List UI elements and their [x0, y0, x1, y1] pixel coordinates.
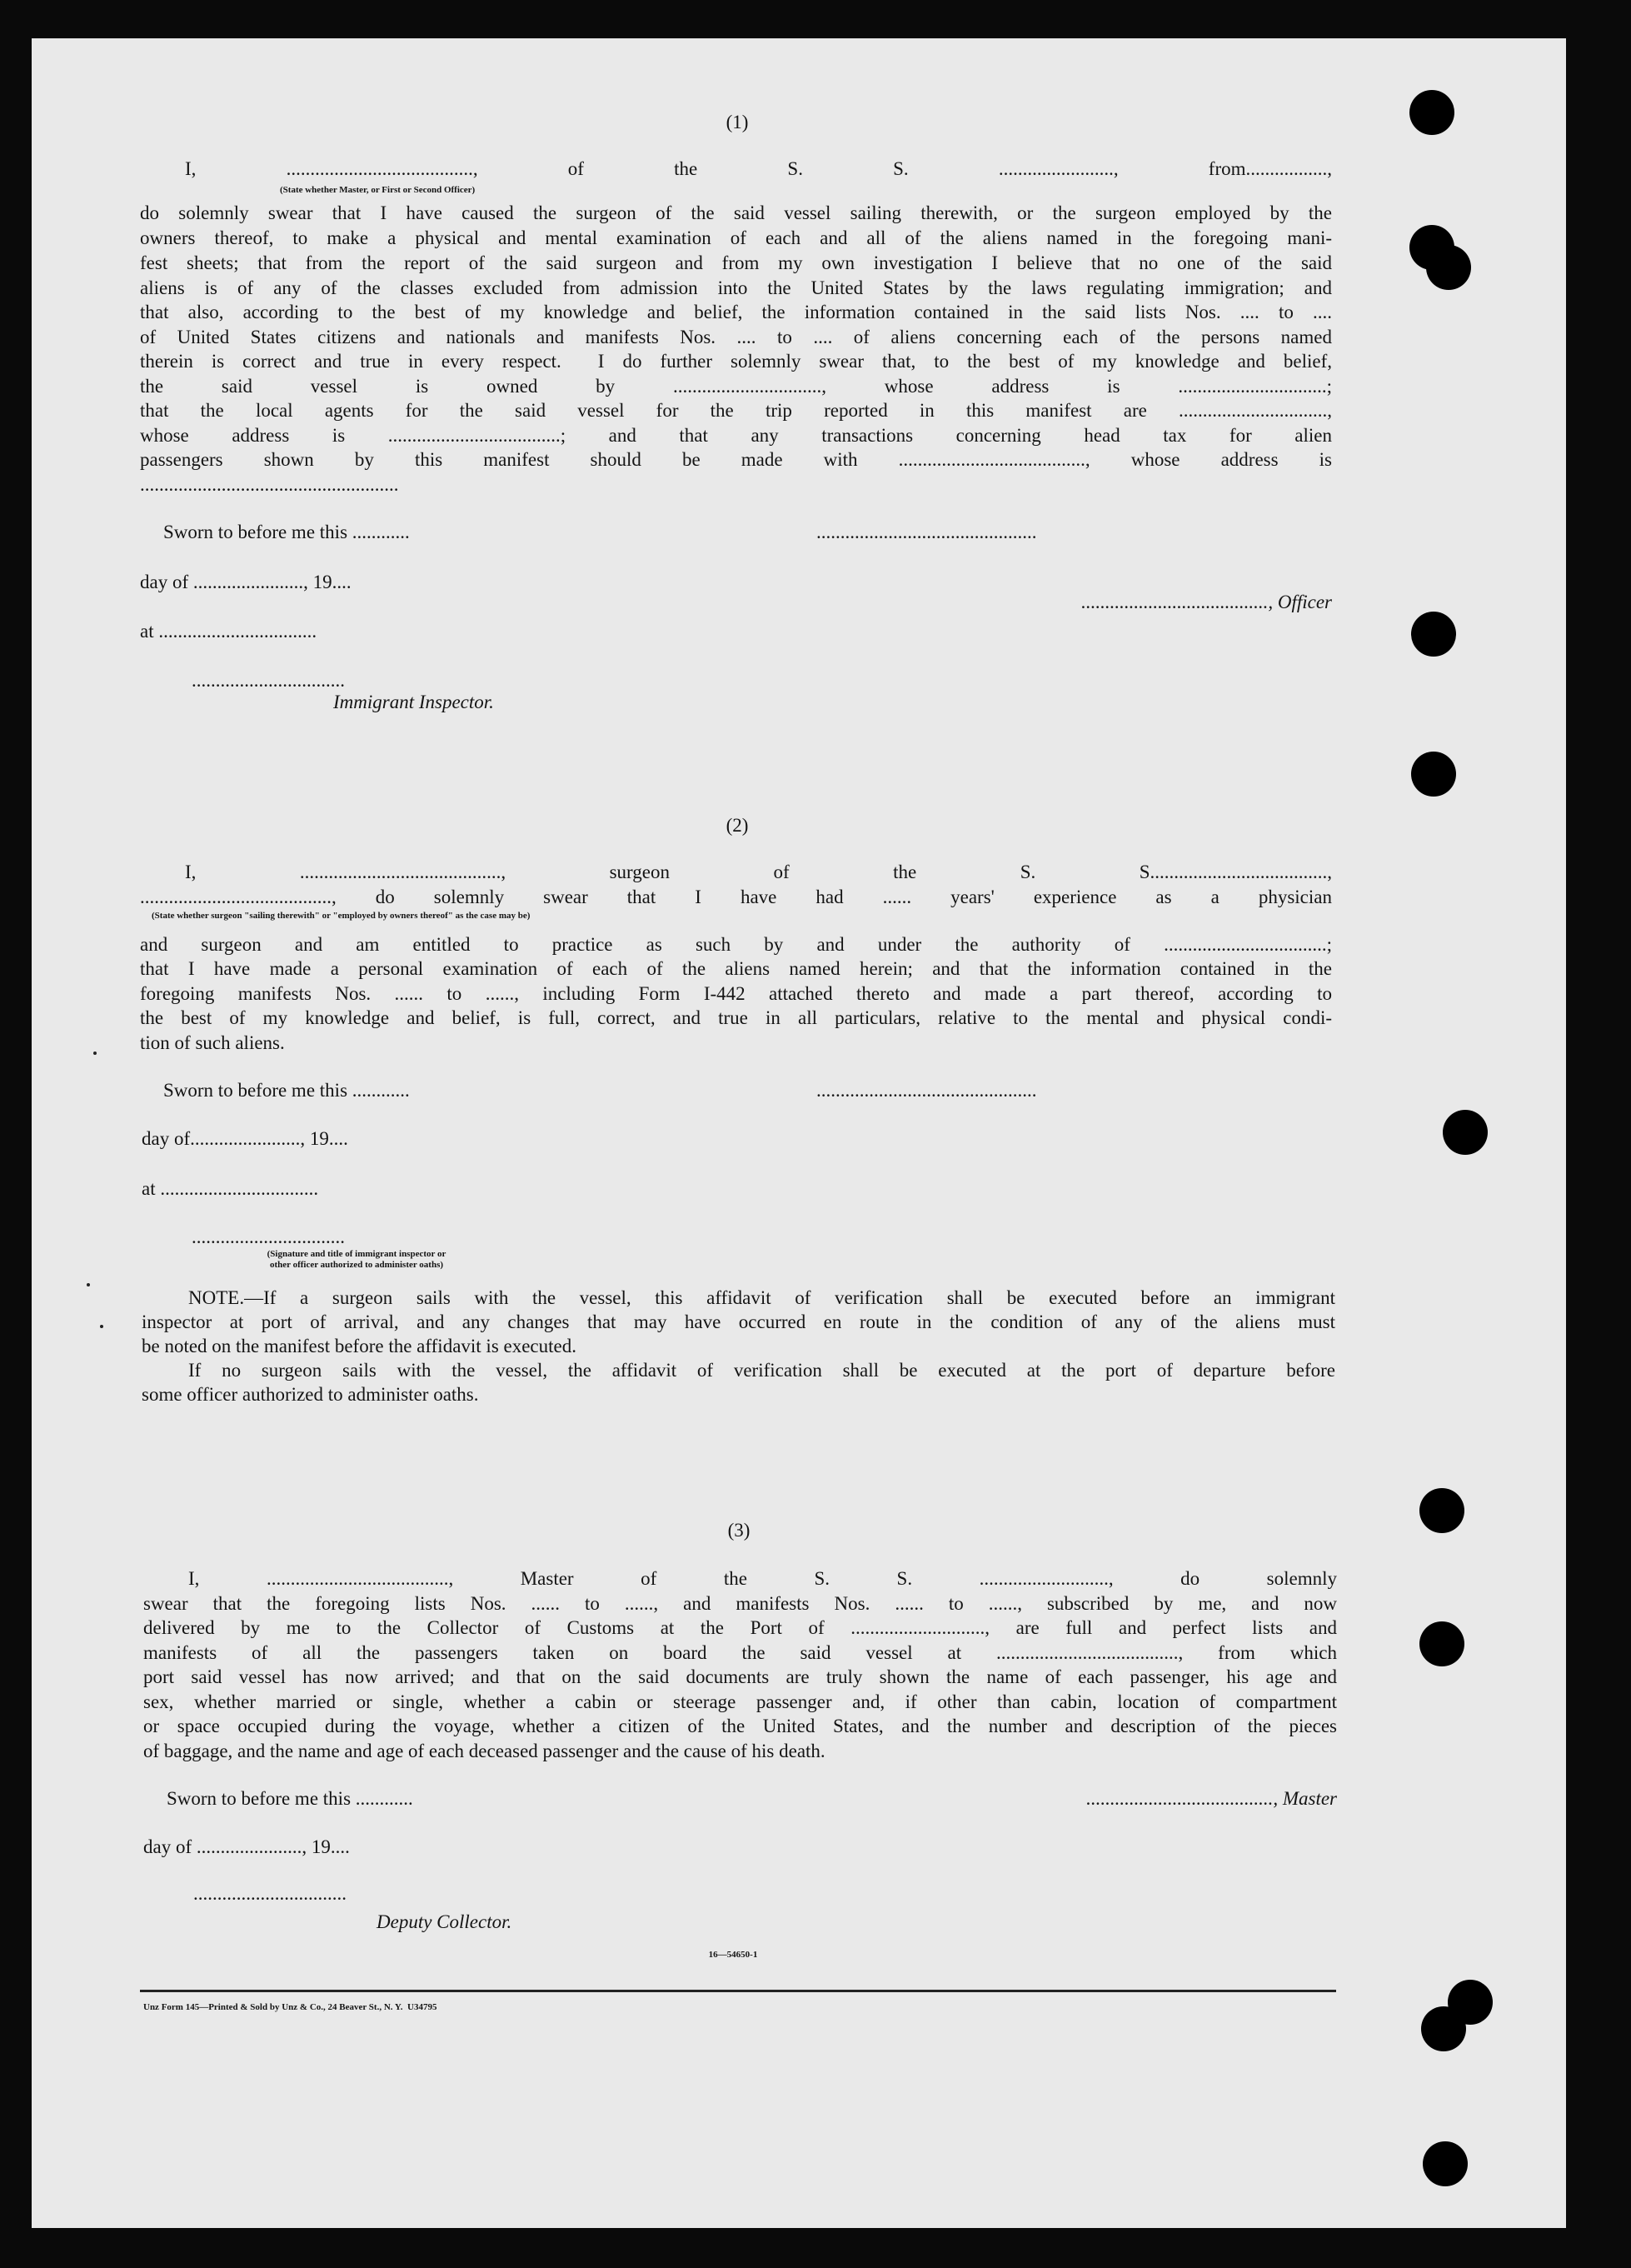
- section-1-first-line: I, ......................................., of the S. S. ........................, from.................,: [185, 158, 1332, 179]
- speck: [100, 1325, 103, 1328]
- section-3-master-line: ......................................., Master: [1086, 1788, 1337, 1809]
- section-2-signature-line: ..............................................: [816, 1080, 1037, 1101]
- footer-rule: [140, 1990, 1336, 1992]
- punch-hole: [1423, 2141, 1468, 2186]
- speck: [93, 1052, 97, 1055]
- section-1-day-line: day of ......................., 19....: [140, 572, 352, 592]
- section-1-inspector-line: ................................: [192, 670, 345, 691]
- punch-hole: [1411, 752, 1456, 797]
- section-3-deputy-label: Deputy Collector.: [377, 1911, 512, 1932]
- section-2-officer-note: other officer authorized to administer oaths): [269, 1260, 444, 1270]
- section-1-inspector-label: Immigrant Inspector.: [333, 692, 494, 712]
- section-3-number: (3): [727, 1520, 751, 1541]
- punch-hole: [1411, 612, 1456, 657]
- section-2-second-line: ........................................, do solemnly swear that I have had ...... years' experience as a physician: [140, 887, 1332, 907]
- section-2-day-line: day of......................., 19....: [142, 1128, 348, 1149]
- section-1-officer-line: ......................................., Officer: [1081, 592, 1332, 612]
- section-1-signature-line: ..............................................: [816, 522, 1037, 542]
- section-1-at-line: at .................................: [140, 621, 317, 642]
- section-1-sworn-line: Sworn to before me this ............: [163, 522, 410, 542]
- section-1-number: (1): [726, 112, 749, 132]
- punch-hole: [1419, 1488, 1464, 1533]
- section-2-first-line: I, .........................................., surgeon of the S. S.....................................,: [185, 862, 1332, 882]
- form-code: 16—54650-1: [708, 1950, 758, 1960]
- punch-hole: [1419, 1621, 1464, 1666]
- section-2-at-line: at .................................: [142, 1178, 319, 1199]
- punch-hole: [1426, 245, 1471, 290]
- section-2-officer-signature-line: ................................: [192, 1226, 345, 1247]
- section-2-second-line-note: (State whether surgeon "sailing therewith" or "employed by owners thereof" as the case may be): [152, 911, 531, 921]
- section-3-deputy-signature-line: ................................: [193, 1883, 347, 1904]
- section-2-sworn-line: Sworn to before me this ............: [163, 1080, 410, 1101]
- punch-hole: [1409, 90, 1454, 135]
- punch-hole: [1421, 2006, 1466, 2051]
- section-3-sworn-line: Sworn to before me this ............: [167, 1788, 413, 1809]
- footer-printer-line: Unz Form 145—Printed & Sold by Unz & Co., 24 Beaver St., N. Y. U34795: [143, 2002, 437, 2012]
- section-2-officer-note: (Signature and title of immigrant inspector or: [267, 1249, 446, 1259]
- section-1-first-line-note: (State whether Master, or First or Second Officer): [280, 185, 476, 195]
- punch-hole: [1443, 1110, 1488, 1155]
- section-2-number: (2): [726, 815, 749, 836]
- section-3-day-line: day of ......................, 19....: [143, 1836, 350, 1857]
- speck: [87, 1283, 90, 1286]
